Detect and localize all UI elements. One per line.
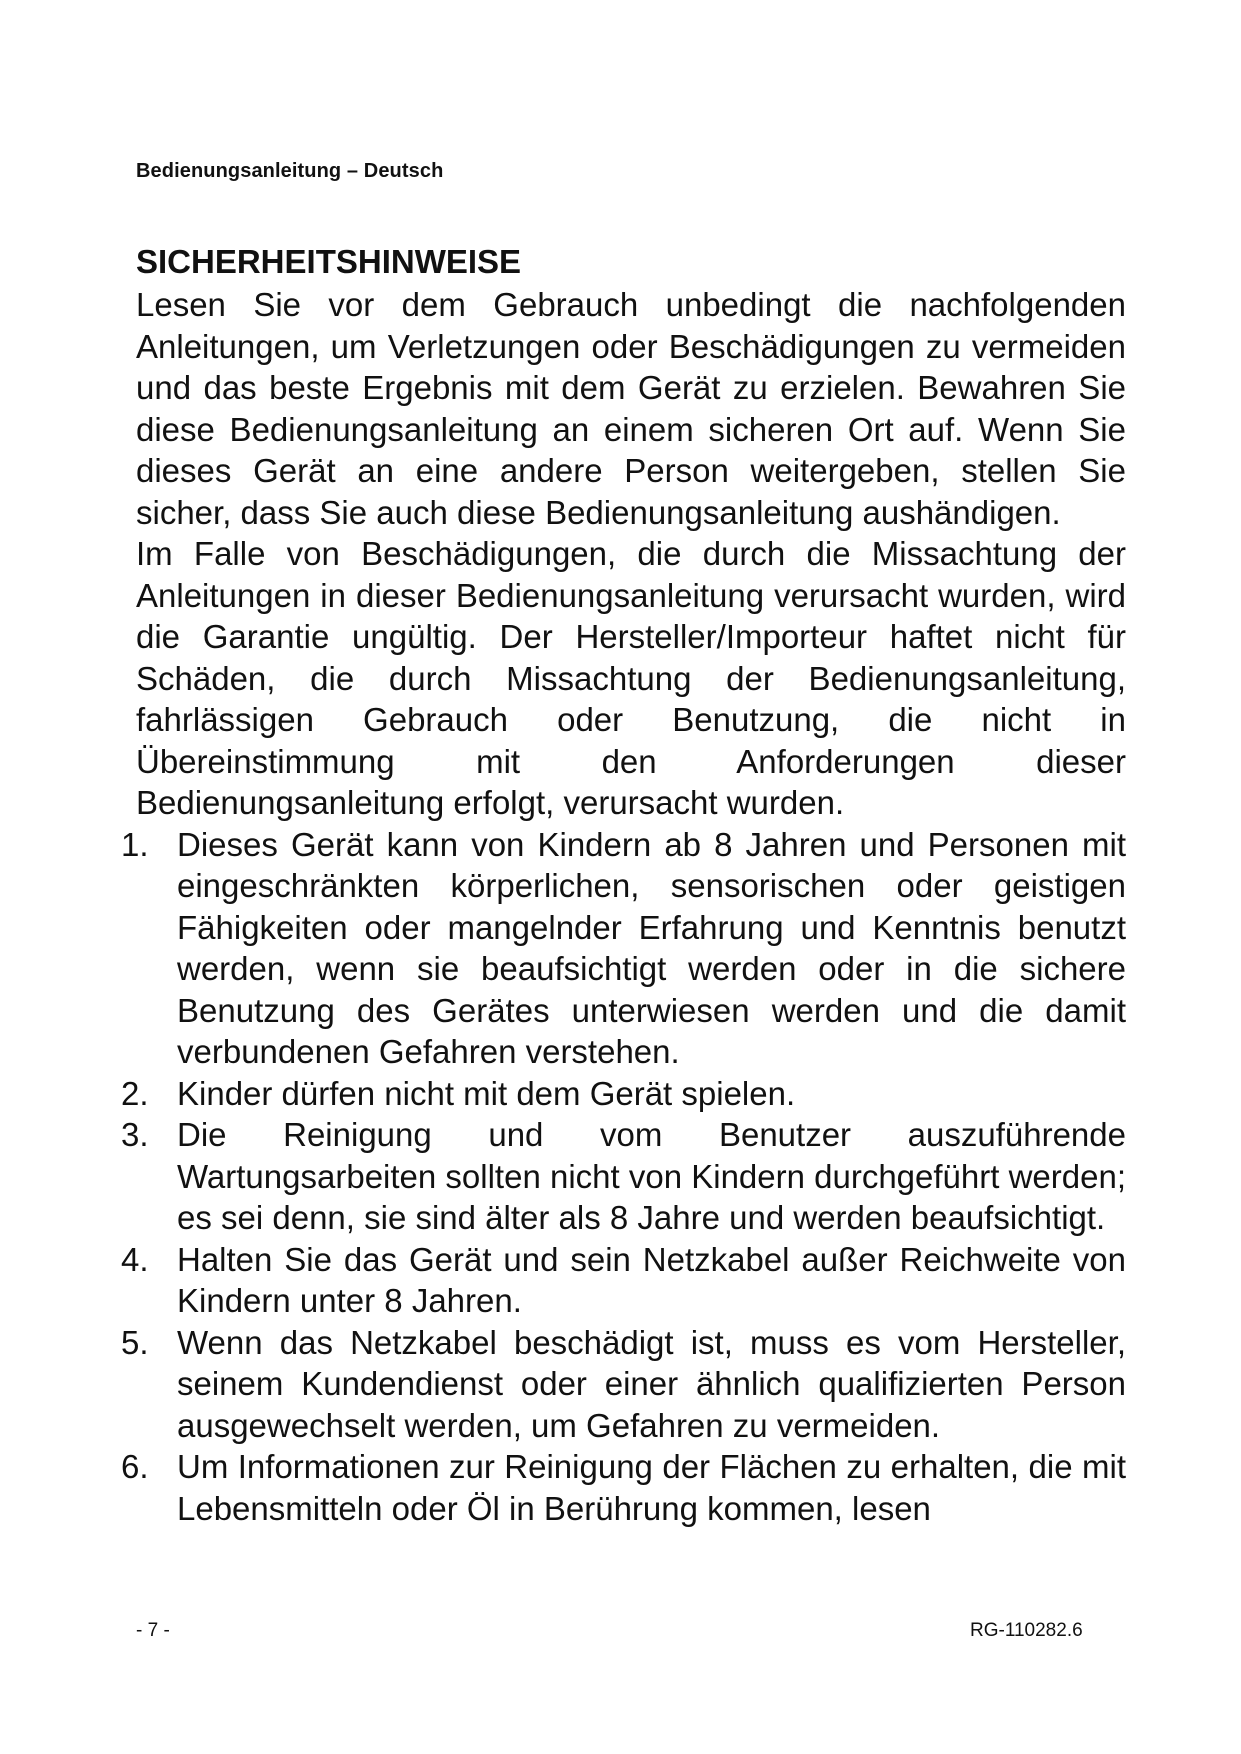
list-item-number: 1. (121, 825, 149, 863)
page-number: - 7 - (136, 1620, 170, 1641)
document-code: RG-110282.6 (970, 1620, 1083, 1641)
list-item (121, 1322, 1126, 1447)
list-item-text: Die Reinigung und vom Benutzer auszuführende Wartungsarbeiten sollten nicht von Kindern durchgeführt werden; es sei denn, sie sind älter als 8 Jahre und werden beaufsichtigt. (177, 1116, 1126, 1236)
list-item-number: 4. (121, 1240, 149, 1278)
list-item (121, 1114, 1126, 1239)
list-item (121, 1073, 1126, 1115)
list-item (121, 1446, 1126, 1529)
document-body (121, 240, 1126, 1529)
list-item (121, 824, 1126, 1073)
warranty-paragraph: Im Falle von Beschädigungen, die durch die Missachtung der Anleitungen in dieser Bedienungsanleitung verursacht wurden, wird die Garantie ungültig. Der Hersteller/Importeur haftet nicht für Schäden, die durch Missachtung der Bedienungsanleitung, fahrlässigen Gebrauch oder Benutzung, die nicht in Übereinstimmung mit den Anforderungen dieser Bedienungsanleitung erfolgt, verursacht wurden. (136, 535, 1126, 821)
list-item-text: Kinder dürfen nicht mit dem Gerät spielen. (177, 1074, 796, 1112)
list-item-number: 2. (121, 1074, 149, 1112)
section-title: SICHERHEITSHINWEISE (136, 243, 522, 280)
list-item-text: Um Informationen zur Reinigung der Flächen zu erhalten, die mit Lebensmitteln oder Öl in Berührung kommen, lesen (177, 1448, 1126, 1527)
list-item-text: Wenn das Netzkabel beschädigt ist, muss es vom Hersteller, seinem Kundendienst oder einer ähnlich qualifizierten Person ausgewechselt werden, um Gefahren zu vermeiden. (177, 1323, 1126, 1444)
intro-paragraph: Lesen Sie vor dem Gebrauch unbedingt die nachfolgenden Anleitungen, um Verletzungen oder Beschädigungen zu vermeiden und das beste Ergebnis mit dem Gerät zu erzielen. Bewahren Sie diese Bedienungsanleitung an einem sicheren Ort auf. Wenn Sie dieses Gerät an eine andere Person weitergeben, stellen Sie sicher, dass Sie auch diese Bedienungsanleitung aushändigen. (136, 286, 1126, 531)
list-item (121, 1239, 1126, 1322)
list-item-text: Halten Sie das Gerät und sein Netzkabel außer Reichweite von Kindern unter 8 Jahren. (177, 1240, 1126, 1319)
document-header: Bedienungsanleitung – Deutsch (136, 160, 444, 182)
list-item-number: 6. (121, 1448, 149, 1485)
safety-list (121, 824, 1126, 1530)
list-item-text: Dieses Gerät kann von Kindern ab 8 Jahren und Personen mit eingeschränkten körperlichen, sensorischen oder geistigen Fähigkeiten oder mangelnder Erfahrung und Kenntnis benutzt werden, wenn sie beaufsichtigt werden oder in die sichere Benutzung des Gerätes unterwiesen werden und die damit verbundenen Gefahren verstehen. (177, 825, 1126, 1070)
list-item-number: 5. (121, 1323, 149, 1361)
list-item-number: 3. (121, 1116, 149, 1153)
